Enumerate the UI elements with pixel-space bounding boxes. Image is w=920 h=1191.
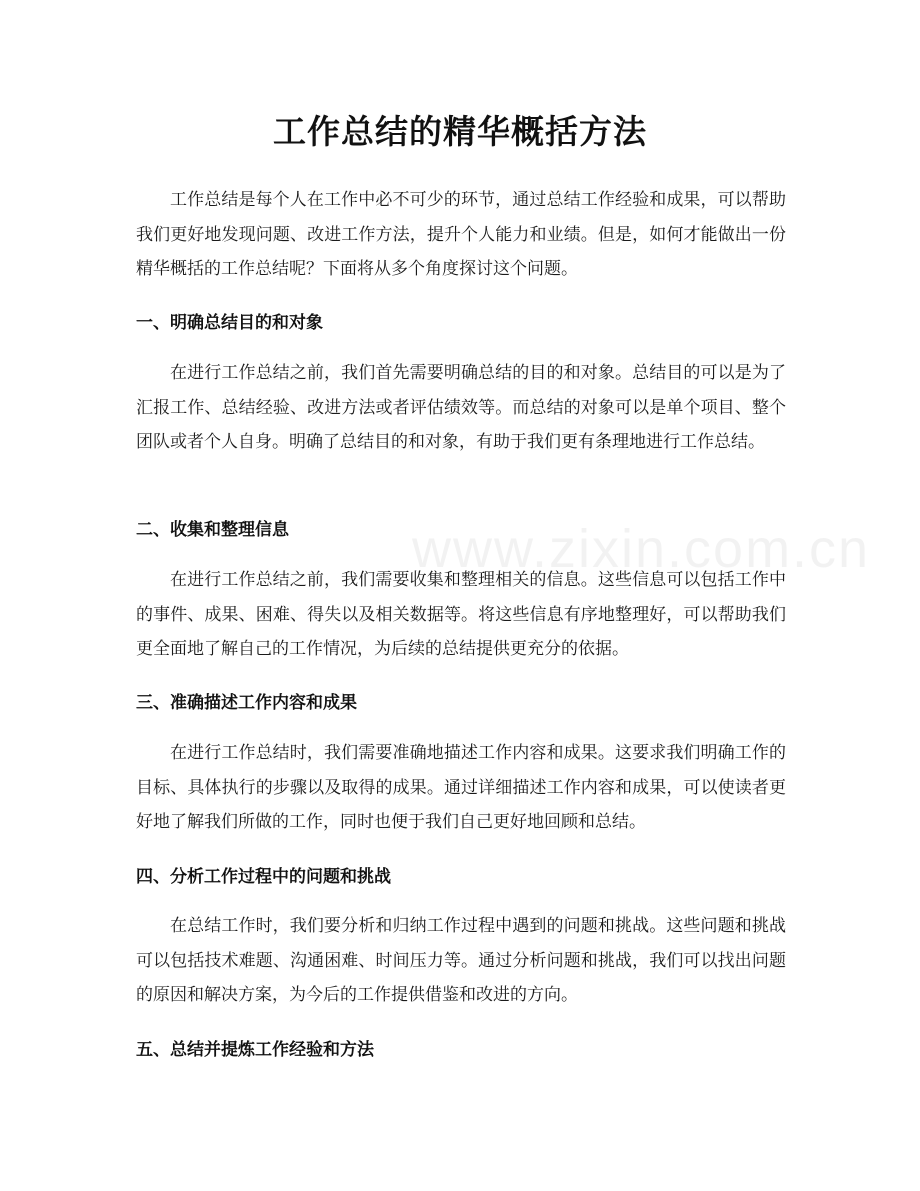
- section-heading-1: 一、明确总结目的和对象: [136, 313, 323, 333]
- section-heading-2: 二、收集和整理信息: [136, 520, 289, 540]
- section-heading-4: 四、分析工作过程中的问题和挑战: [136, 867, 391, 887]
- document-title: 工作总结的精华概括方法: [273, 112, 647, 151]
- intro-paragraph: 工作总结是每个人在工作中必不可少的环节，通过总结工作经验和成果，可以帮助我们更好地发现问题、改进工作方法，提升个人能力和业绩。但是，如何才能做出一份精华概括的工作总结呢？下面将从多个角度探讨这个问题。: [136, 190, 786, 279]
- section-body-1: 在进行工作总结之前，我们首先需要明确总结的目的和对象。总结目的可以是为了汇报工作、总结经验、改进方法或者评估绩效等。而总结的对象可以是单个项目、整个团队或者个人自身。明确了总结目的和对象，有助于我们更有条理地进行工作总结。: [136, 363, 786, 452]
- section-body-2: 在进行工作总结之前，我们需要收集和整理相关的信息。这些信息可以包括工作中的事件、成果、困难、得失以及相关数据等。将这些信息有序地整理好，可以帮助我们更全面地了解自己的工作情况，为后续的总结提供更充分的依据。: [136, 570, 786, 659]
- section-body-3: 在进行工作总结时，我们需要准确地描述工作内容和成果。这要求我们明确工作的目标、具体执行的步骤以及取得的成果。通过详细描述工作内容和成果，可以使读者更好地了解我们所做的工作，同时也便于我们自己更好地回顾和总结。: [136, 743, 786, 832]
- section-body-4: 在总结工作时，我们要分析和归纳工作过程中遇到的问题和挑战。这些问题和挑战可以包括技术难题、沟通困难、时间压力等。通过分析问题和挑战，我们可以找出问题的原因和解决方案，为今后的工作提供借鉴和改进的方向。: [136, 916, 786, 1005]
- section-heading-3: 三、准确描述工作内容和成果: [136, 693, 357, 713]
- watermark: www.zixin.com.cn: [412, 519, 871, 579]
- section-heading-5: 五、总结并提炼工作经验和方法: [136, 1040, 374, 1060]
